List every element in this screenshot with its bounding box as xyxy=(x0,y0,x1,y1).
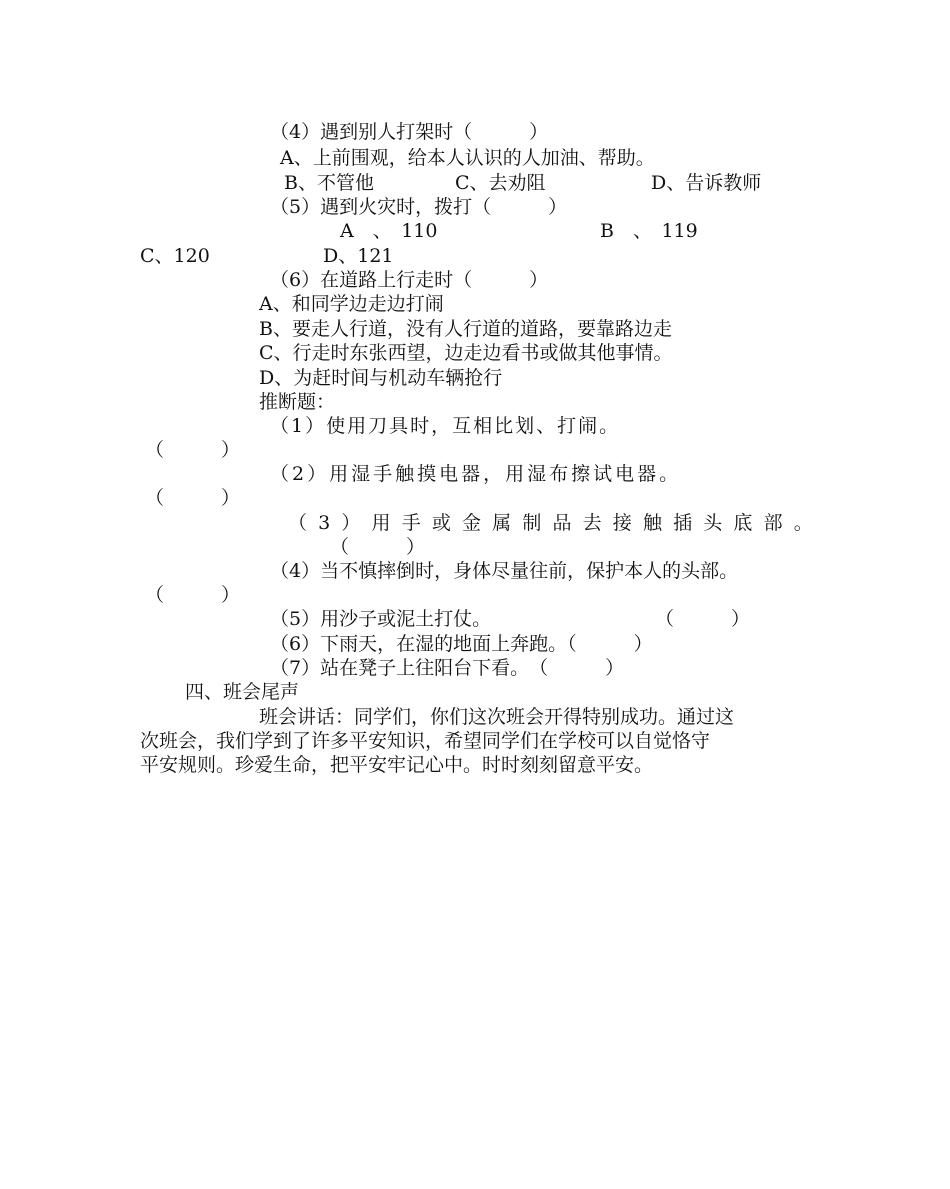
judge-item-4-paren: （ ） xyxy=(145,584,241,606)
judge-item-3-char: 触 xyxy=(642,512,662,534)
q6-option-b: B、要走人行道，没有人行道的道路，要靠路边走 xyxy=(259,318,672,340)
q5-option-c: C、120 xyxy=(140,245,210,267)
judge-item-3-paren: （ ） xyxy=(330,536,426,558)
q4-stem: （4）遇到别人打架时（ ） xyxy=(270,121,549,143)
judge-item-5: （5）用沙子或泥土打仗。 xyxy=(270,608,492,630)
q4-option-c: C、去劝阻 xyxy=(455,172,546,194)
judge-item-3-char: ） xyxy=(341,512,361,534)
q5-option-a: A 、 110 xyxy=(340,220,438,242)
section-4-heading: 四、班会尾声 xyxy=(185,681,300,703)
q4-option-a: A、上前围观，给本人认识的人加油、帮助。 xyxy=(280,147,655,169)
judge-item-3-char: 去 xyxy=(582,512,602,534)
q4-option-b: B、不管他 xyxy=(284,172,374,194)
judge-item-7: （7）站在凳子上往阳台下看。 （ ） xyxy=(270,657,625,679)
closing-paragraph-line-1: 班会讲话：同学们，你们这次班会开得特别成功。通过这 xyxy=(259,706,735,728)
judge-item-2-paren: （ ） xyxy=(145,487,241,509)
closing-paragraph-line-3: 平安规则。珍爱生命，把平安牢记心中。时时刻刻留意平安。 xyxy=(140,754,654,776)
judge-item-3-char: 制 xyxy=(522,512,542,534)
judge-item-3-char: 属 xyxy=(492,512,512,534)
q5-stem: （5）遇到火灾时，拨打（ ） xyxy=(270,196,568,218)
judge-item-3-char: （ xyxy=(288,512,308,534)
q5-option-d: D、121 xyxy=(323,245,394,267)
q6-option-c: C、行走时东张西望，边走边看书或做其他事情。 xyxy=(259,342,673,364)
q6-stem: （6）在道路上行走时（ ） xyxy=(270,269,549,291)
judge-item-3-char: 接 xyxy=(612,512,632,534)
judge-item-3-char: 底 xyxy=(733,512,753,534)
judge-item-3-char: 3 xyxy=(318,512,331,534)
judge-item-3-char: 部 xyxy=(763,512,783,534)
judge-item-3-char: 用 xyxy=(371,512,391,534)
judge-title: 推断题： xyxy=(259,391,336,413)
judge-item-5-paren: （ ） xyxy=(655,608,751,630)
judge-item-2: （2）用湿手触摸电器，用湿布擦试电器。 xyxy=(270,463,682,485)
q5-option-b: B 、 119 xyxy=(600,220,698,242)
judge-item-1: （1）使用刀具时，互相比划、打闹。 xyxy=(270,415,621,437)
judge-item-3-char: 金 xyxy=(462,512,482,534)
judge-item-3-char: 。 xyxy=(793,512,813,534)
judge-item-4: （4）当不慎摔倒时，身体尽量往前，保护本人的头部。 xyxy=(270,560,739,582)
q4-option-d: D、告诉教师 xyxy=(651,172,762,194)
judge-item-3-char: 品 xyxy=(552,512,572,534)
judge-item-3 xyxy=(288,511,813,535)
judge-item-6: （6）下雨天，在湿的地面上奔跑。（ ） xyxy=(270,633,653,655)
q6-option-a: A、和同学边走边打闹 xyxy=(259,293,444,315)
judge-item-3-char: 或 xyxy=(431,512,451,534)
judge-item-3-char: 手 xyxy=(401,512,421,534)
judge-item-3-char: 头 xyxy=(703,512,723,534)
q6-option-d: D、为赶时间与机动车辆抢行 xyxy=(259,367,503,389)
judge-item-1-paren: （ ） xyxy=(145,439,241,461)
judge-item-3-char: 插 xyxy=(673,512,693,534)
closing-paragraph-line-2: 次班会，我们学到了许多平安知识，希望同学们在学校可以自觉恪守 xyxy=(140,730,711,752)
